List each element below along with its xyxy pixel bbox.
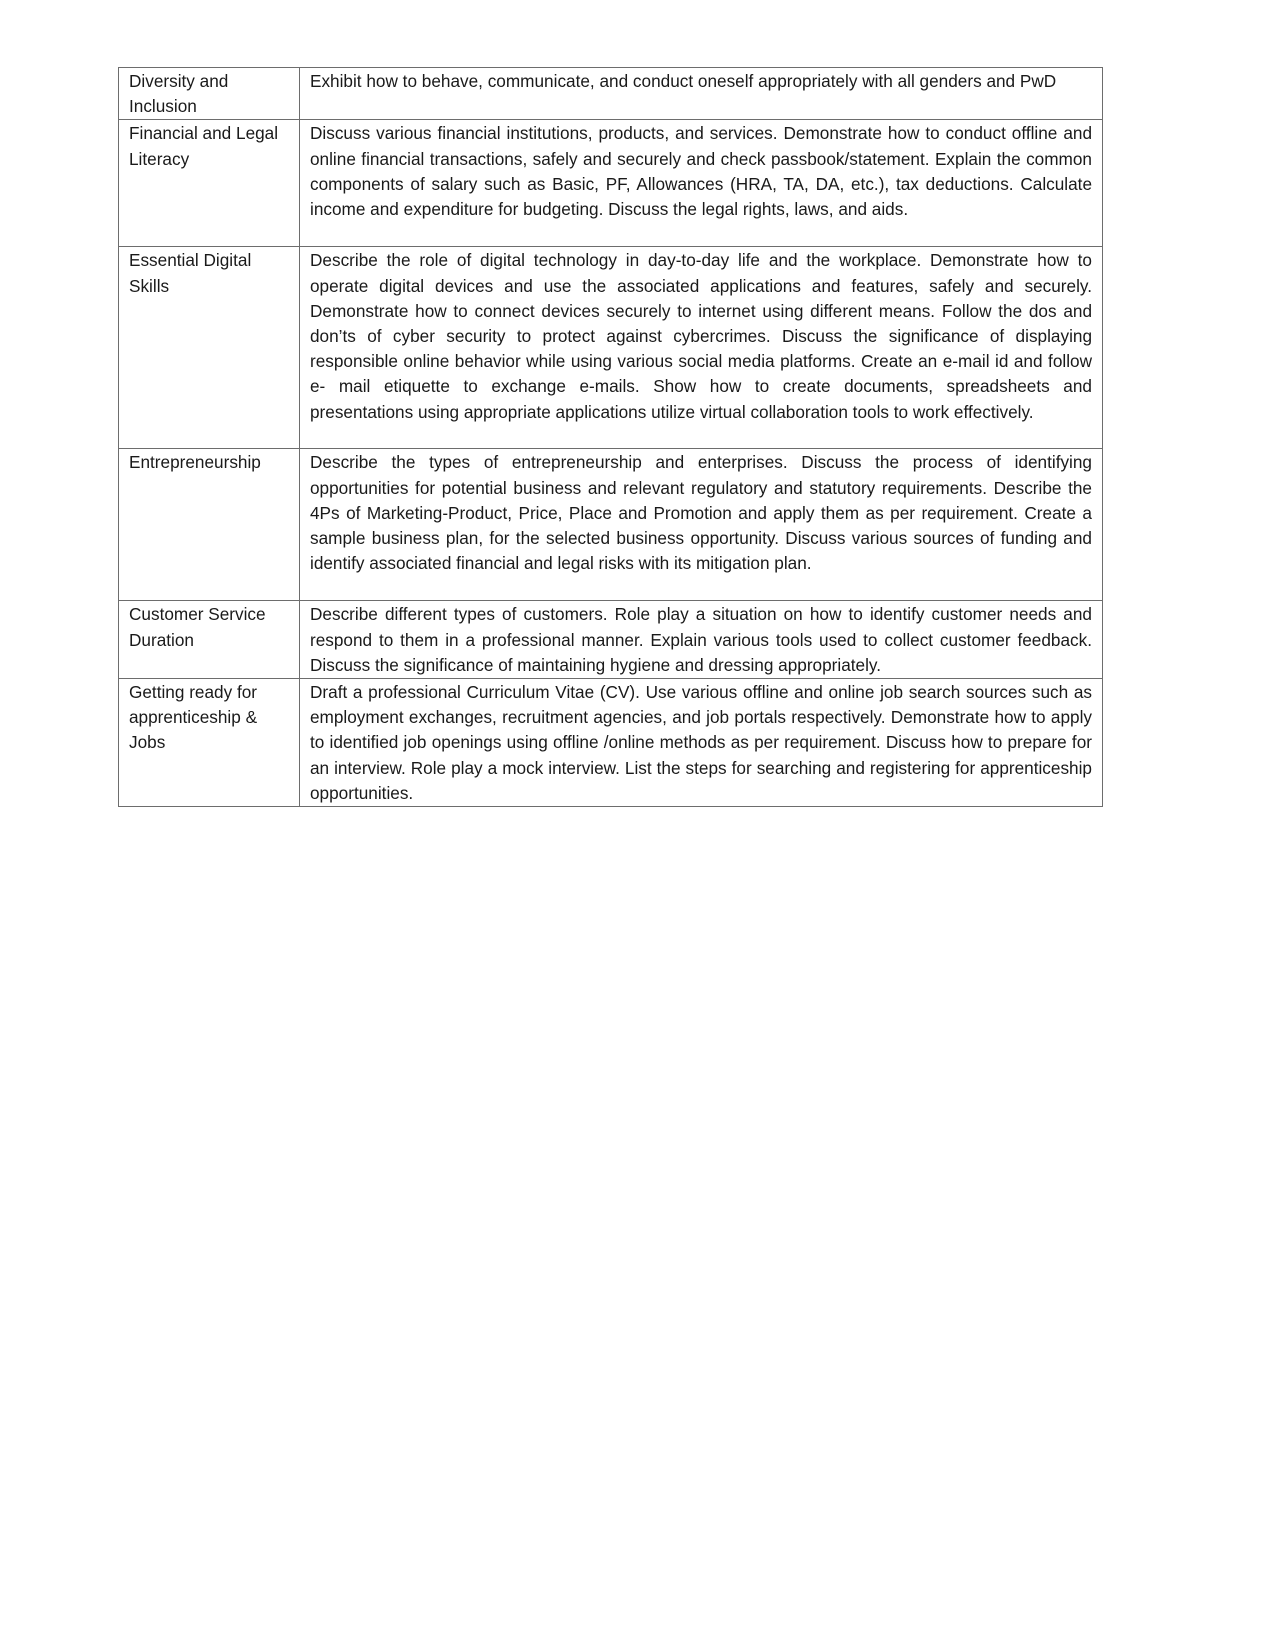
module-name: Customer Service Duration	[119, 601, 300, 679]
module-name: Financial and Legal Literacy	[119, 120, 300, 247]
table-row	[119, 120, 1103, 247]
table-row	[119, 68, 1103, 120]
module-description: Draft a professional Curriculum Vitae (CV). Use various offline and online job search sources such as employment exchanges, recruitment agencies, and job portals respectively. Demonstrate how to apply to identified job openings using offline /online methods as per requirement. Discuss how to prepare for an interview. Role play a mock interview. List the steps for searching and registering for apprenticeship opportunities.	[300, 679, 1103, 807]
module-name: Entrepreneurship	[119, 449, 300, 601]
table-row	[119, 679, 1103, 807]
table-row	[119, 601, 1103, 679]
module-name: Diversity and Inclusion	[119, 68, 300, 120]
curriculum-table	[118, 67, 1103, 807]
module-description: Discuss various financial institutions, products, and services. Demonstrate how to conduct offline and online financial transactions, safely and securely and check passbook/statement. Explain the common components of salary such as Basic, PF, Allowances (HRA, TA, DA, etc.), tax deductions. Calculate income and expenditure for budgeting. Discuss the legal rights, laws, and aids.	[300, 120, 1103, 247]
table-row	[119, 247, 1103, 449]
module-description: Exhibit how to behave, communicate, and conduct oneself appropriately with all genders and PwD	[300, 68, 1103, 120]
module-description: Describe the types of entrepreneurship and enterprises. Discuss the process of identifying opportunities for potential business and relevant regulatory and statutory requirements. Describe the 4Ps of Marketing-Product, Price, Place and Promotion and apply them as per requirement. Create a sample business plan, for the selected business opportunity. Discuss various sources of funding and identify associated financial and legal risks with its mitigation plan.	[300, 449, 1103, 601]
module-name: Getting ready for apprenticeship & Jobs	[119, 679, 300, 807]
module-name: Essential Digital Skills	[119, 247, 300, 449]
table-row	[119, 449, 1103, 601]
module-description: Describe the role of digital technology in day-to-day life and the workplace. Demonstrate how to operate digital devices and use the associated applications and features, safely and securely. Demonstrate how to connect devices securely to internet using different means. Follow the dos and don’ts of cyber security to protect against cybercrimes. Discuss the significance of displaying responsible online behavior while using various social media platforms. Create an e-mail id and follow e- mail etiquette to exchange e-mails. Show how to create documents, spreadsheets and presentations using appropriate applications utilize virtual collaboration tools to work effectively.	[300, 247, 1103, 449]
module-description: Describe different types of customers. Role play a situation on how to identify customer needs and respond to them in a professional manner. Explain various tools used to collect customer feedback. Discuss the significance of maintaining hygiene and dressing appropriately.	[300, 601, 1103, 679]
